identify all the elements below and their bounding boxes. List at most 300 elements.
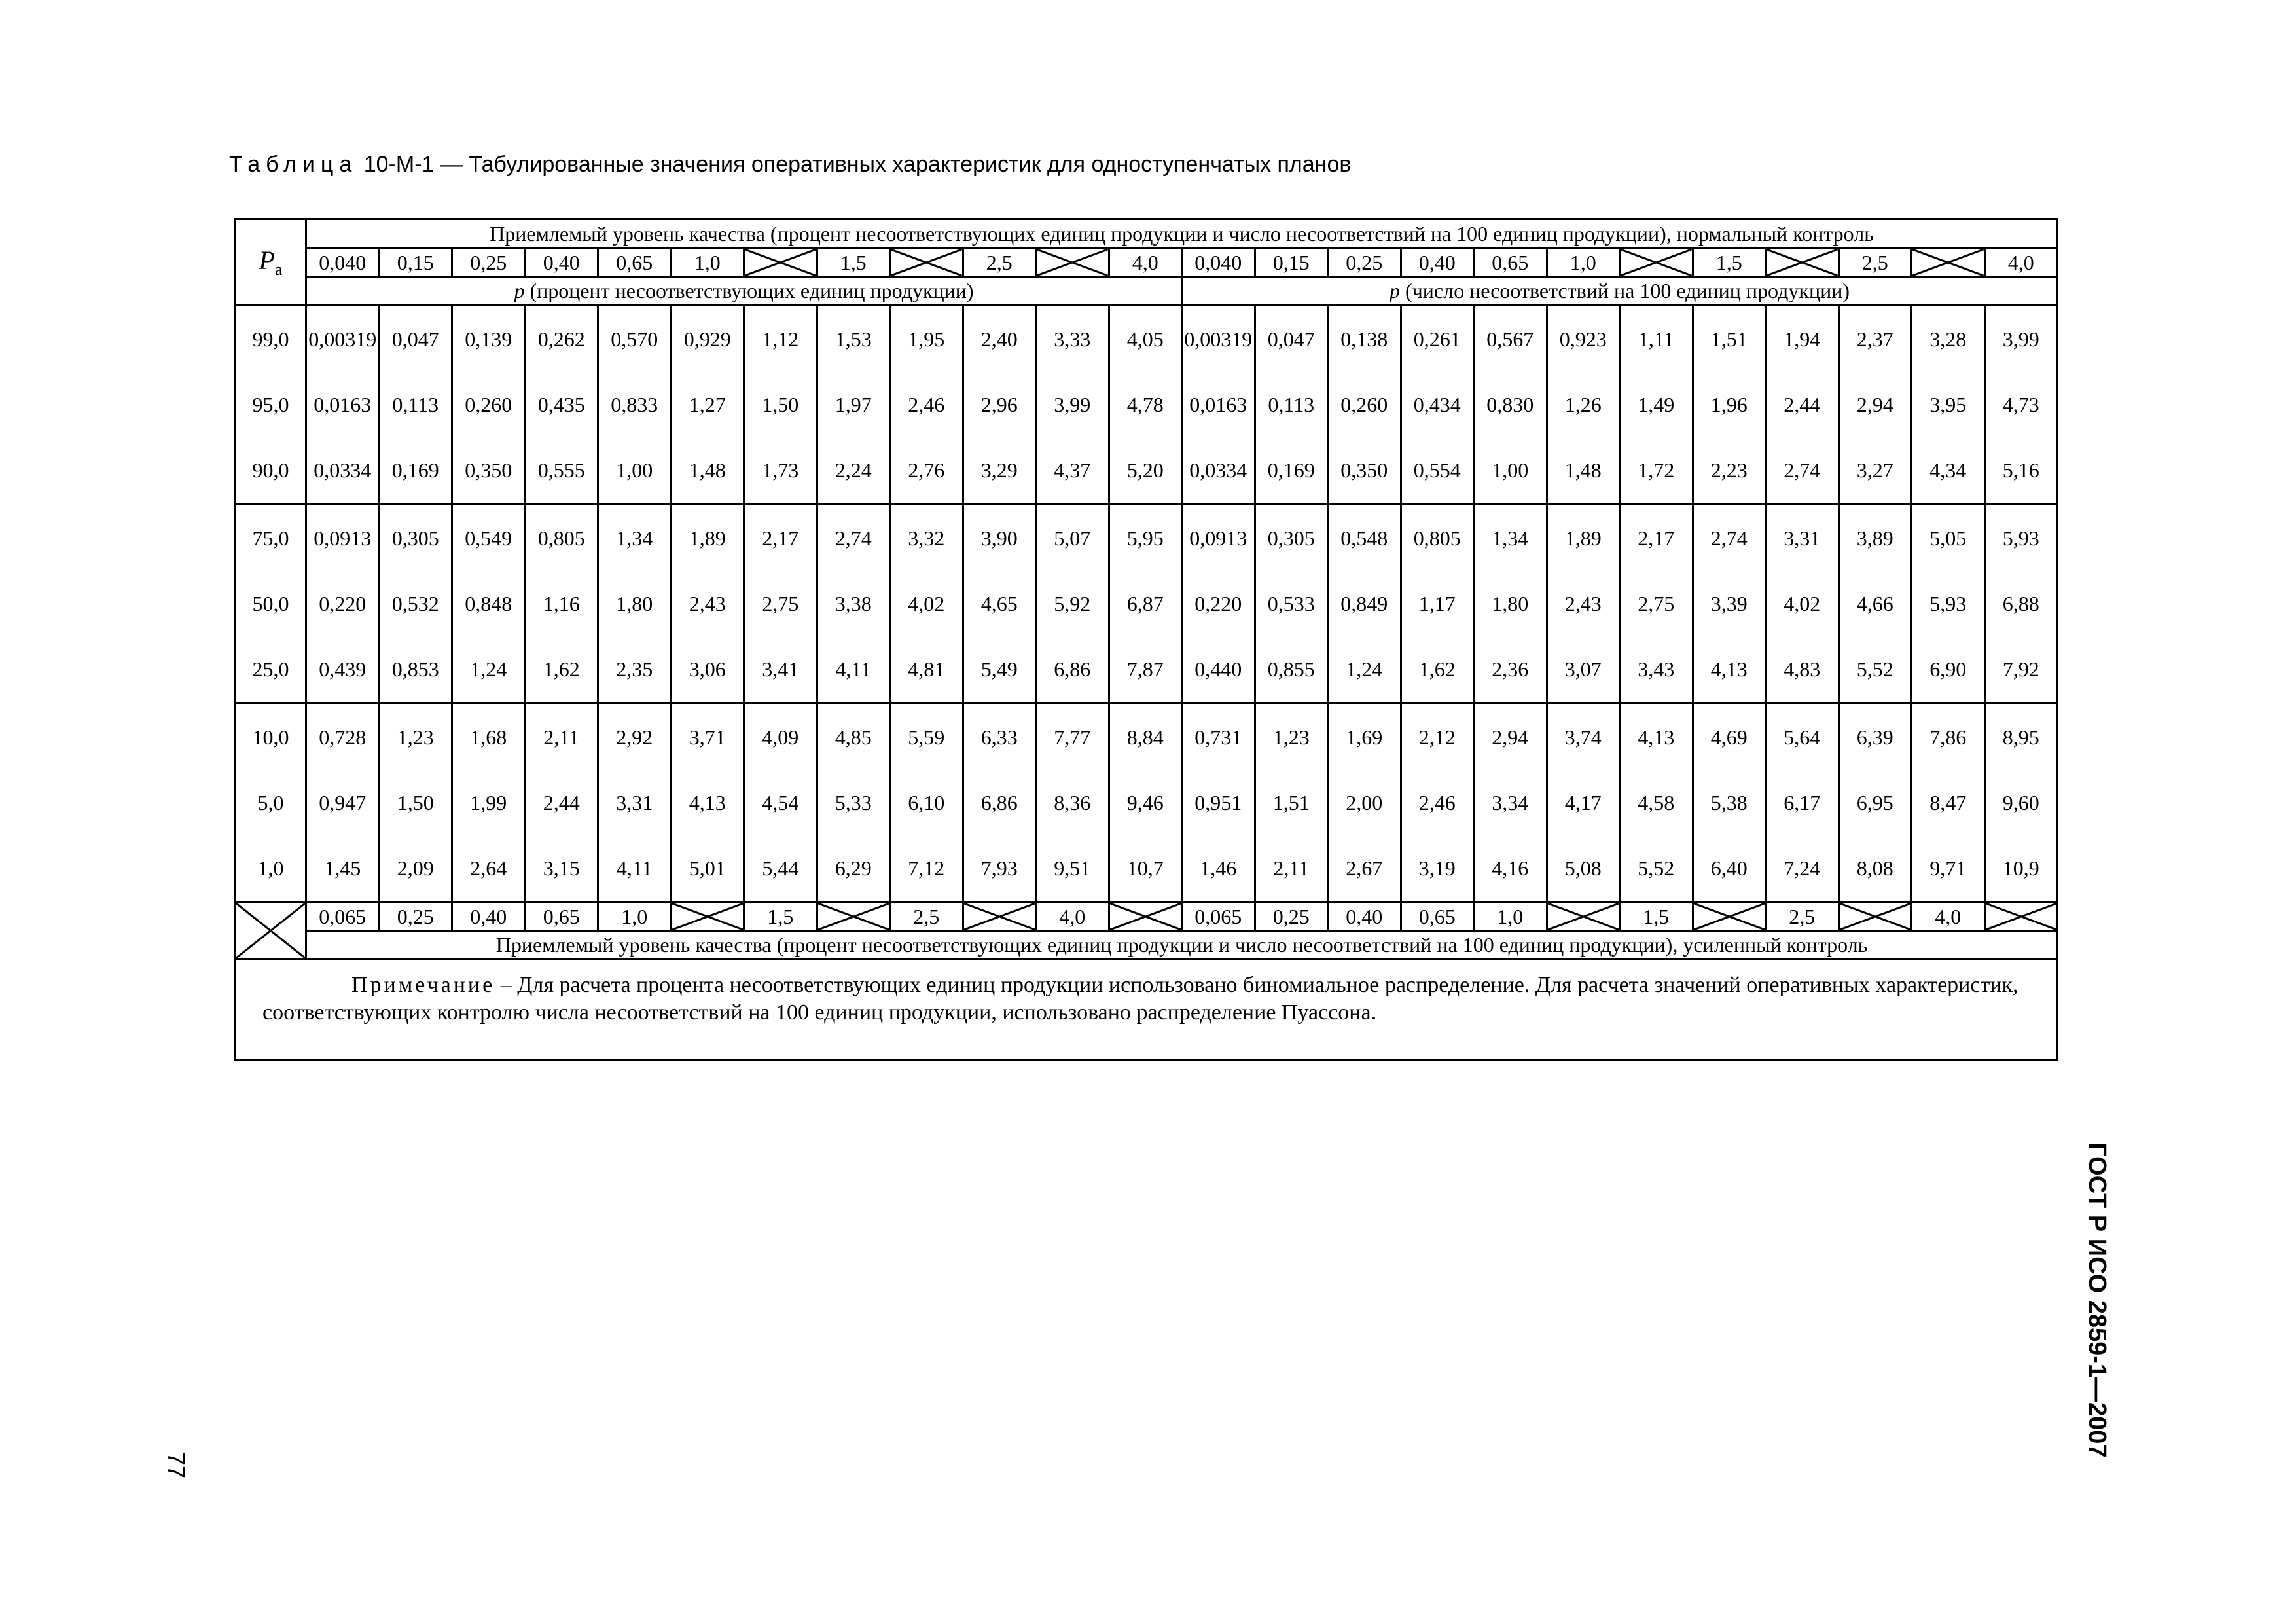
pa-subscript: a xyxy=(274,259,283,279)
table-cell: 3,29 xyxy=(963,437,1036,504)
table-cell: 3,95 xyxy=(1912,372,1985,437)
table-cell: 0,923 xyxy=(1547,305,1620,372)
table-cell: 5,33 xyxy=(817,770,890,835)
table-cell: 2,94 xyxy=(1474,703,1547,770)
aql-normal-cell: 2,5 xyxy=(963,249,1036,277)
table-cell: 0,262 xyxy=(525,305,598,372)
table-caption-word: Таблица xyxy=(229,152,358,177)
table-cell: 7,93 xyxy=(963,835,1036,902)
aql-row-normal xyxy=(236,249,2058,277)
table-cell: 3,43 xyxy=(1620,636,1693,703)
aql-tightened-cell: 0,65 xyxy=(1401,902,1474,931)
pa-value-cell: 25,0 xyxy=(236,636,306,703)
table-row xyxy=(236,372,2058,437)
table-row xyxy=(236,305,2058,372)
table-cell: 5,92 xyxy=(1036,571,1109,636)
aql-normal-cell: 1,0 xyxy=(1547,249,1620,277)
table-cell: 0,533 xyxy=(1255,571,1328,636)
table-note xyxy=(236,959,2058,1061)
table-cell: 0,0334 xyxy=(306,437,380,504)
p-label-count xyxy=(1182,277,2058,306)
crossed-cell xyxy=(1109,902,1182,931)
table-cell: 4,73 xyxy=(1984,372,2058,437)
aql-tightened-cell: 0,25 xyxy=(379,902,452,931)
table-cell: 1,34 xyxy=(598,504,672,571)
table-cell: 10,7 xyxy=(1109,835,1182,902)
table-cell: 1,96 xyxy=(1693,372,1766,437)
table-cell: 2,64 xyxy=(452,835,526,902)
table-cell: 1,12 xyxy=(744,305,817,372)
aql-normal-cell: 1,0 xyxy=(671,249,744,277)
aql-tightened-cell: 0,25 xyxy=(1255,902,1328,931)
table-cell: 0,947 xyxy=(306,770,380,835)
table-cell: 1,73 xyxy=(744,437,817,504)
table-cell: 2,96 xyxy=(963,372,1036,437)
crossed-cell xyxy=(1839,902,1912,931)
table-cell: 4,13 xyxy=(671,770,744,835)
table-cell: 2,92 xyxy=(598,703,672,770)
table-cell: 1,95 xyxy=(890,305,963,372)
table-cell: 0,0334 xyxy=(1182,437,1255,504)
table-cell: 1,23 xyxy=(1255,703,1328,770)
table-cell: 1,48 xyxy=(671,437,744,504)
table-cell: 0,260 xyxy=(452,372,526,437)
aql-normal-cell: 1,5 xyxy=(1693,249,1766,277)
table-row xyxy=(236,571,2058,636)
table-cell: 5,49 xyxy=(963,636,1036,703)
table-cell: 0,220 xyxy=(306,571,380,636)
table-cell: 0,169 xyxy=(1255,437,1328,504)
table-cell: 4,69 xyxy=(1693,703,1766,770)
table-cell: 4,85 xyxy=(817,703,890,770)
table-cell: 6,33 xyxy=(963,703,1036,770)
table-cell: 4,54 xyxy=(744,770,817,835)
table-cell: 4,58 xyxy=(1620,770,1693,835)
table-cell: 1,80 xyxy=(598,571,672,636)
table-cell: 0,833 xyxy=(598,372,672,437)
table-cell: 0,567 xyxy=(1474,305,1547,372)
table-cell: 3,34 xyxy=(1474,770,1547,835)
table-cell: 7,86 xyxy=(1912,703,1985,770)
table-cell: 2,44 xyxy=(525,770,598,835)
pa-value-cell: 95,0 xyxy=(236,372,306,437)
table-cell: 0,220 xyxy=(1182,571,1255,636)
table-cell: 9,60 xyxy=(1984,770,2058,835)
table-cell: 2,09 xyxy=(379,835,452,902)
table-cell: 1,69 xyxy=(1328,703,1401,770)
table-cell: 1,00 xyxy=(1474,437,1547,504)
table-cell: 6,95 xyxy=(1839,770,1912,835)
aql-tightened-cell: 1,0 xyxy=(1474,902,1547,931)
table-cell: 1,48 xyxy=(1547,437,1620,504)
table-cell: 7,87 xyxy=(1109,636,1182,703)
aql-normal-cell: 2,5 xyxy=(1839,249,1912,277)
table-cell: 1,34 xyxy=(1474,504,1547,571)
table-cell: 4,13 xyxy=(1693,636,1766,703)
table-cell: 2,43 xyxy=(1547,571,1620,636)
table-cell: 5,59 xyxy=(890,703,963,770)
table-cell: 1,62 xyxy=(1401,636,1474,703)
table-cell: 0,350 xyxy=(452,437,526,504)
table-cell: 0,139 xyxy=(452,305,526,372)
table-cell: 0,350 xyxy=(1328,437,1401,504)
table-cell: 1,99 xyxy=(452,770,526,835)
table-cell: 4,05 xyxy=(1109,305,1182,372)
p-label-percent xyxy=(306,277,1182,306)
aql-normal-cell: 0,040 xyxy=(1182,249,1255,277)
table-cell: 3,38 xyxy=(817,571,890,636)
table-cell: 3,07 xyxy=(1547,636,1620,703)
table-row xyxy=(236,703,2058,770)
table-cell: 1,00 xyxy=(598,437,672,504)
table-cell: 3,06 xyxy=(671,636,744,703)
table-cell: 1,50 xyxy=(744,372,817,437)
table-cell: 2,00 xyxy=(1328,770,1401,835)
aql-tightened-cell: 1,5 xyxy=(744,902,817,931)
aql-normal-cell: 0,65 xyxy=(1474,249,1547,277)
table-cell: 1,51 xyxy=(1255,770,1328,835)
table-cell: 2,74 xyxy=(1693,504,1766,571)
table-cell: 0,570 xyxy=(598,305,672,372)
table-cell: 2,37 xyxy=(1839,305,1912,372)
aql-normal-cell: 0,40 xyxy=(1401,249,1474,277)
table-cell: 0,047 xyxy=(1255,305,1328,372)
table-cell: 5,07 xyxy=(1036,504,1109,571)
table-cell: 7,12 xyxy=(890,835,963,902)
table-cell: 4,11 xyxy=(598,835,672,902)
p-label-row xyxy=(236,277,2058,306)
table-cell: 8,08 xyxy=(1839,835,1912,902)
table-cell: 4,09 xyxy=(744,703,817,770)
table-cell: 3,32 xyxy=(890,504,963,571)
table-cell: 1,45 xyxy=(306,835,380,902)
table-cell: 1,94 xyxy=(1766,305,1839,372)
table-cell: 0,549 xyxy=(452,504,526,571)
table-row xyxy=(236,504,2058,571)
table-cell: 5,93 xyxy=(1984,504,2058,571)
aql-normal-cell: 1,5 xyxy=(817,249,890,277)
table-row xyxy=(236,636,2058,703)
table-cell: 0,929 xyxy=(671,305,744,372)
table-cell: 2,23 xyxy=(1693,437,1766,504)
table-cell: 4,02 xyxy=(890,571,963,636)
table-cell: 3,33 xyxy=(1036,305,1109,372)
table-cell: 1,24 xyxy=(452,636,526,703)
aql-tightened-cell: 1,5 xyxy=(1620,902,1693,931)
table-cell: 5,64 xyxy=(1766,703,1839,770)
table-cell: 2,36 xyxy=(1474,636,1547,703)
table-cell: 4,81 xyxy=(890,636,963,703)
table-cell: 3,89 xyxy=(1839,504,1912,571)
table-cell: 8,47 xyxy=(1912,770,1985,835)
table-cell: 5,16 xyxy=(1984,437,2058,504)
table-cell: 9,46 xyxy=(1109,770,1182,835)
pa-value-cell: 10,0 xyxy=(236,703,306,770)
table-cell: 4,65 xyxy=(963,571,1036,636)
crossed-cell xyxy=(817,902,890,931)
table-cell: 0,805 xyxy=(1401,504,1474,571)
table-cell: 0,0163 xyxy=(306,372,380,437)
table-cell: 1,72 xyxy=(1620,437,1693,504)
aql-normal-cell: 0,15 xyxy=(379,249,452,277)
table-cell: 0,728 xyxy=(306,703,380,770)
table-cell: 2,11 xyxy=(1255,835,1328,902)
table-cell: 5,52 xyxy=(1620,835,1693,902)
table-cell: 5,05 xyxy=(1912,504,1985,571)
note-keyword: Примечание xyxy=(351,973,495,997)
table-cell: 1,53 xyxy=(817,305,890,372)
aql-normal-cell: 0,40 xyxy=(525,249,598,277)
table-cell: 2,74 xyxy=(817,504,890,571)
table-cell: 1,80 xyxy=(1474,571,1547,636)
table-cell: 0,951 xyxy=(1182,770,1255,835)
header-row-normal xyxy=(236,219,2058,249)
table-cell: 6,90 xyxy=(1912,636,1985,703)
table-cell: 6,87 xyxy=(1109,571,1182,636)
standard-code: ГОСТ Р ИСО 2859-1—2007 xyxy=(2083,1142,2111,1458)
aql-normal-cell: 0,15 xyxy=(1255,249,1328,277)
table-cell: 3,41 xyxy=(744,636,817,703)
table-cell: 0,830 xyxy=(1474,372,1547,437)
table-cell: 8,36 xyxy=(1036,770,1109,835)
pa-value-cell: 90,0 xyxy=(236,437,306,504)
table-cell: 4,11 xyxy=(817,636,890,703)
table-cell: 0,434 xyxy=(1401,372,1474,437)
crossed-cell xyxy=(1766,249,1839,277)
table-cell: 0,532 xyxy=(379,571,452,636)
p-label-text: (процент несоответствующих единиц продукции) xyxy=(529,278,974,302)
aql-tightened-cell: 2,5 xyxy=(1766,902,1839,931)
table-cell: 2,74 xyxy=(1766,437,1839,504)
table-cell: 2,46 xyxy=(890,372,963,437)
table-cell: 8,84 xyxy=(1109,703,1182,770)
table-cell: 2,75 xyxy=(744,571,817,636)
aql-tightened-cell: 0,40 xyxy=(1328,902,1401,931)
table-cell: 6,86 xyxy=(1036,636,1109,703)
table-row xyxy=(236,770,2058,835)
table-cell: 6,17 xyxy=(1766,770,1839,835)
pa-value-cell: 1,0 xyxy=(236,835,306,902)
table-cell: 2,12 xyxy=(1401,703,1474,770)
crossed-corner-cell xyxy=(236,902,306,959)
table-cell: 0,113 xyxy=(379,372,452,437)
table-cell: 2,35 xyxy=(598,636,672,703)
table-cell: 8,95 xyxy=(1984,703,2058,770)
aql-row-tightened xyxy=(236,902,2058,931)
table-cell: 1,46 xyxy=(1182,835,1255,902)
table-caption-text: 10-М-1 — Табулированные значения оперативных характеристик для одноступенчатых планов xyxy=(363,152,1352,177)
table-cell: 0,169 xyxy=(379,437,452,504)
table-cell: 0,554 xyxy=(1401,437,1474,504)
note-text: – Для расчета процента несоответствующих единиц продукции использовано биномиальное распределение. Для расчета значений оперативных характеристик, соответствующих контролю числа несоответствий на 100 единиц продукции, использовано распределение Пуассона. xyxy=(262,973,2018,1025)
pa-value-cell: 5,0 xyxy=(236,770,306,835)
oc-values-table xyxy=(234,218,2058,1061)
table-cell: 0,260 xyxy=(1328,372,1401,437)
aql-tightened-cell: 0,065 xyxy=(1182,902,1255,931)
table-cell: 2,94 xyxy=(1839,372,1912,437)
table-cell: 0,0913 xyxy=(1182,504,1255,571)
table-cell: 3,19 xyxy=(1401,835,1474,902)
table-cell: 0,0163 xyxy=(1182,372,1255,437)
table-cell: 4,02 xyxy=(1766,571,1839,636)
table-cell: 0,805 xyxy=(525,504,598,571)
table-cell: 9,71 xyxy=(1912,835,1985,902)
table-cell: 2,43 xyxy=(671,571,744,636)
table-cell: 3,28 xyxy=(1912,305,1985,372)
table-cell: 1,89 xyxy=(671,504,744,571)
table-cell: 2,75 xyxy=(1620,571,1693,636)
table-cell: 5,38 xyxy=(1693,770,1766,835)
table-cell: 2,40 xyxy=(963,305,1036,372)
table-cell: 4,34 xyxy=(1912,437,1985,504)
table-cell: 3,27 xyxy=(1839,437,1912,504)
table-cell: 2,17 xyxy=(1620,504,1693,571)
table-cell: 0,0913 xyxy=(306,504,380,571)
table-row xyxy=(236,835,2058,902)
header-normal-control: Приемлемый уровень качества (процент несоответствующих единиц продукции и число несоответствий на 100 единиц продукции), нормальный контроль xyxy=(306,219,2058,249)
table-cell: 1,16 xyxy=(525,571,598,636)
table-cell: 4,37 xyxy=(1036,437,1109,504)
table-cell: 1,26 xyxy=(1547,372,1620,437)
table-cell: 5,20 xyxy=(1109,437,1182,504)
table-cell: 6,39 xyxy=(1839,703,1912,770)
table-cell: 1,11 xyxy=(1620,305,1693,372)
table-cell: 5,44 xyxy=(744,835,817,902)
aql-normal-cell: 0,25 xyxy=(452,249,526,277)
table-cell: 1,51 xyxy=(1693,305,1766,372)
table-cell: 0,555 xyxy=(525,437,598,504)
table-cell: 1,17 xyxy=(1401,571,1474,636)
aql-tightened-cell: 0,065 xyxy=(306,902,380,931)
table-cell: 2,17 xyxy=(744,504,817,571)
aql-normal-cell: 0,65 xyxy=(598,249,672,277)
table-cell: 6,10 xyxy=(890,770,963,835)
aql-tightened-cell: 4,0 xyxy=(1036,902,1109,931)
table-cell: 3,99 xyxy=(1036,372,1109,437)
aql-normal-cell: 4,0 xyxy=(1984,249,2058,277)
table-cell: 0,305 xyxy=(379,504,452,571)
aql-normal-cell: 0,25 xyxy=(1328,249,1401,277)
table-cell: 1,62 xyxy=(525,636,598,703)
table-cell: 4,78 xyxy=(1109,372,1182,437)
table-cell: 0,113 xyxy=(1255,372,1328,437)
table-cell: 0,855 xyxy=(1255,636,1328,703)
table-cell: 0,853 xyxy=(379,636,452,703)
pa-value-cell: 75,0 xyxy=(236,504,306,571)
crossed-cell xyxy=(1036,249,1109,277)
table-cell: 6,88 xyxy=(1984,571,2058,636)
table-cell: 0,849 xyxy=(1328,571,1401,636)
crossed-cell xyxy=(1912,249,1985,277)
table-cell: 1,89 xyxy=(1547,504,1620,571)
table-cell: 3,71 xyxy=(671,703,744,770)
table-cell: 4,66 xyxy=(1839,571,1912,636)
table-cell: 3,99 xyxy=(1984,305,2058,372)
crossed-cell xyxy=(671,902,744,931)
crossed-cell xyxy=(890,249,963,277)
note-row xyxy=(236,959,2058,1061)
table-cell: 0,138 xyxy=(1328,305,1401,372)
table-cell: 5,01 xyxy=(671,835,744,902)
table-cell: 0,548 xyxy=(1328,504,1401,571)
crossed-cell xyxy=(1620,249,1693,277)
table-cell: 0,848 xyxy=(452,571,526,636)
table-cell: 2,67 xyxy=(1328,835,1401,902)
table-cell: 6,40 xyxy=(1693,835,1766,902)
table-cell: 0,435 xyxy=(525,372,598,437)
table-cell: 1,97 xyxy=(817,372,890,437)
table-cell: 3,31 xyxy=(598,770,672,835)
crossed-cell xyxy=(1984,902,2058,931)
table-cell: 0,261 xyxy=(1401,305,1474,372)
table-cell: 5,95 xyxy=(1109,504,1182,571)
table-cell: 2,11 xyxy=(525,703,598,770)
table-cell: 5,08 xyxy=(1547,835,1620,902)
page-number: 77 xyxy=(163,1452,190,1479)
table-cell: 0,047 xyxy=(379,305,452,372)
table-cell: 7,92 xyxy=(1984,636,2058,703)
table-cell: 0,731 xyxy=(1182,703,1255,770)
table-cell: 2,76 xyxy=(890,437,963,504)
pa-header-cell xyxy=(236,219,306,306)
table-cell: 3,31 xyxy=(1766,504,1839,571)
table-cell: 9,51 xyxy=(1036,835,1109,902)
table-cell: 5,93 xyxy=(1912,571,1985,636)
table-cell: 2,24 xyxy=(817,437,890,504)
crossed-cell xyxy=(963,902,1036,931)
table-cell: 3,74 xyxy=(1547,703,1620,770)
table-cell: 2,46 xyxy=(1401,770,1474,835)
table-cell: 4,16 xyxy=(1474,835,1547,902)
table-cell: 7,77 xyxy=(1036,703,1109,770)
crossed-cell xyxy=(744,249,817,277)
p-label-text: (число несоответствий на 100 единиц продукции) xyxy=(1405,278,1850,302)
table-cell: 1,27 xyxy=(671,372,744,437)
aql-tightened-cell: 4,0 xyxy=(1912,902,1985,931)
table-cell: 4,17 xyxy=(1547,770,1620,835)
table-cell: 6,86 xyxy=(963,770,1036,835)
table-cell: 6,29 xyxy=(817,835,890,902)
p-symbol: p xyxy=(1390,278,1401,302)
table-cell: 5,52 xyxy=(1839,636,1912,703)
table-cell: 2,44 xyxy=(1766,372,1839,437)
table-cell: 0,00319 xyxy=(1182,305,1255,372)
aql-tightened-cell: 2,5 xyxy=(890,902,963,931)
table-cell: 0,440 xyxy=(1182,636,1255,703)
table-cell: 1,49 xyxy=(1620,372,1693,437)
table-cell: 1,68 xyxy=(452,703,526,770)
pa-value-cell: 99,0 xyxy=(236,305,306,372)
crossed-cell xyxy=(1693,902,1766,931)
table-cell: 0,305 xyxy=(1255,504,1328,571)
table-title xyxy=(229,152,1351,177)
table-row xyxy=(236,437,2058,504)
table-cell: 10,9 xyxy=(1984,835,2058,902)
table-cell: 3,90 xyxy=(963,504,1036,571)
table-cell: 4,13 xyxy=(1620,703,1693,770)
aql-tightened-cell: 0,40 xyxy=(452,902,526,931)
table-cell: 0,00319 xyxy=(306,305,380,372)
table-cell: 1,50 xyxy=(379,770,452,835)
table-cell: 1,24 xyxy=(1328,636,1401,703)
aql-normal-cell: 4,0 xyxy=(1109,249,1182,277)
table-cell: 0,439 xyxy=(306,636,380,703)
table-cell: 7,24 xyxy=(1766,835,1839,902)
pa-value-cell: 50,0 xyxy=(236,571,306,636)
table-cell: 3,15 xyxy=(525,835,598,902)
aql-tightened-cell: 0,65 xyxy=(525,902,598,931)
crossed-cell xyxy=(1547,902,1620,931)
